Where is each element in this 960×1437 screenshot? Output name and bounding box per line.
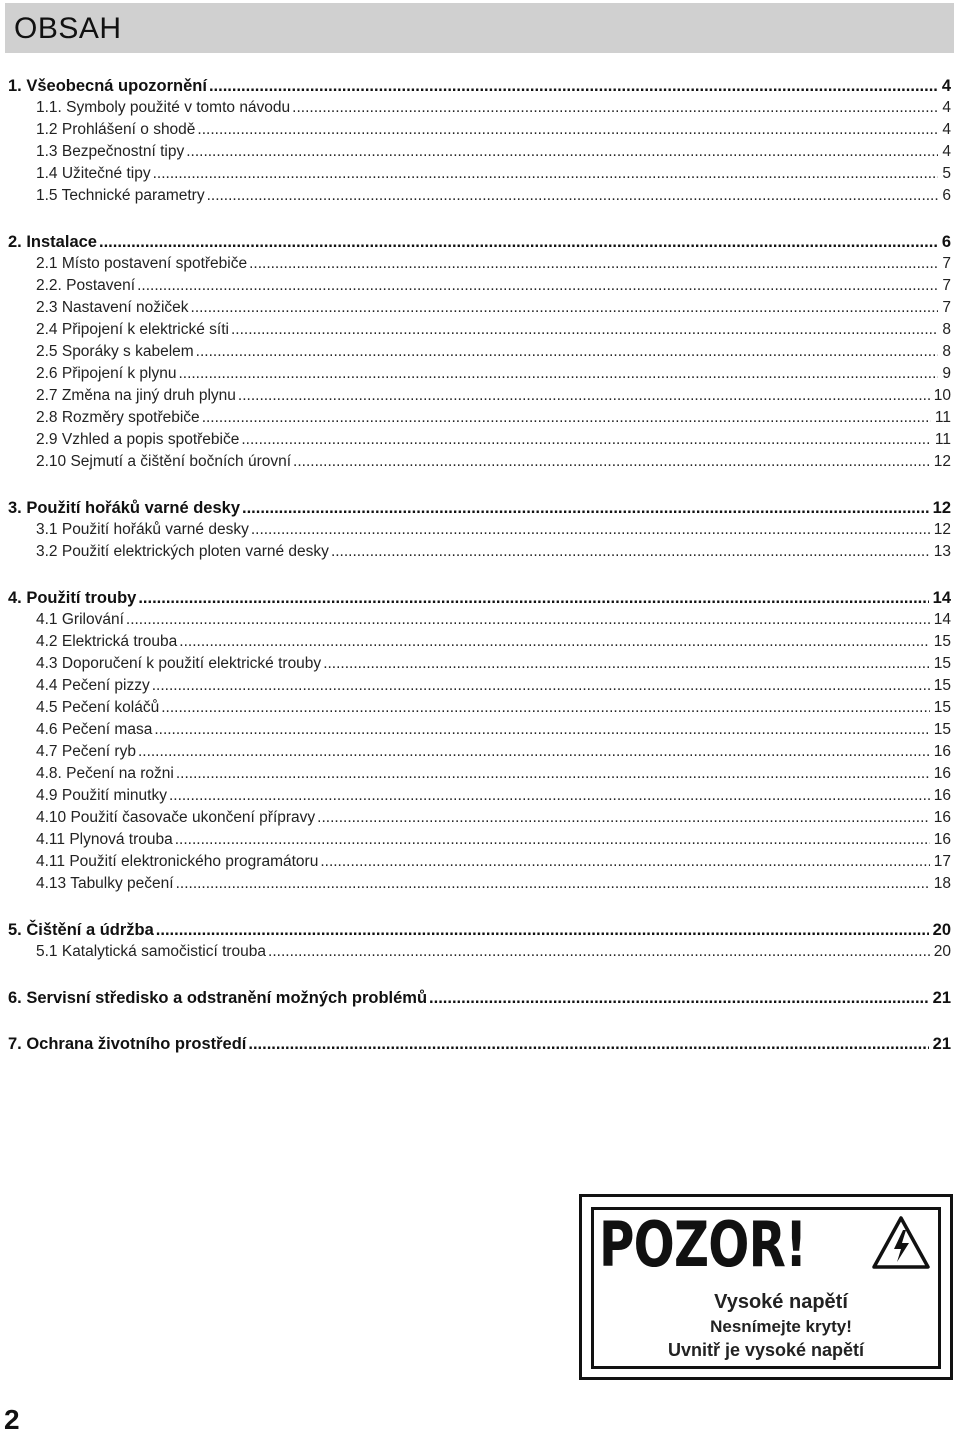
toc-section-entry[interactable] xyxy=(0,919,960,941)
toc-entry-label: 4.6 Pečení masa xyxy=(36,721,153,738)
header-bar xyxy=(5,3,954,53)
toc-leader-dots xyxy=(238,385,930,407)
toc-section xyxy=(0,919,960,963)
toc-entry-page: 18 xyxy=(933,875,951,892)
toc-entry-page: 16 xyxy=(933,809,951,826)
toc-leader-dots xyxy=(126,609,930,631)
toc-entry-label: 4.11 Použití elektronického programátoru xyxy=(36,853,319,870)
toc-section xyxy=(0,587,960,895)
toc-leader-dots xyxy=(293,451,930,473)
toc-entry-page: 8 xyxy=(942,343,951,360)
toc-entry-page: 15 xyxy=(933,633,951,650)
toc-entry-page: 7 xyxy=(942,255,951,272)
toc-entry-page: 14 xyxy=(933,611,951,628)
toc-leader-dots xyxy=(99,231,938,253)
toc-leader-dots xyxy=(161,697,930,719)
toc-leader-dots xyxy=(251,519,930,541)
toc-entry-label: 2.2. Postavení xyxy=(36,277,136,294)
toc-entry-page: 16 xyxy=(933,787,951,804)
toc-leader-dots xyxy=(209,75,938,97)
toc-entry[interactable] xyxy=(0,341,960,363)
warning-line-inside: Uvnitř je vysoké napětí xyxy=(667,1340,865,1360)
toc-entry-page: 13 xyxy=(933,543,951,560)
toc-entry-page: 9 xyxy=(942,365,951,382)
table-of-contents xyxy=(0,75,960,1055)
toc-entry[interactable] xyxy=(0,741,960,763)
toc-entry[interactable] xyxy=(0,163,960,185)
toc-entry-label: 2.1 Místo postavení spotřebiče xyxy=(36,255,248,272)
toc-entry[interactable] xyxy=(0,319,960,341)
toc-entry-label: 4.1 Grilování xyxy=(36,611,124,628)
toc-entry-page: 16 xyxy=(933,831,951,848)
toc-entry-label: 4.10 Použití časovače ukončení přípravy xyxy=(36,809,316,826)
toc-entry-page: 12 xyxy=(932,499,951,517)
toc-entry-label: 5.1 Katalytická samočisticí trouba xyxy=(36,943,267,960)
toc-section xyxy=(0,987,960,1009)
toc-entry[interactable] xyxy=(0,763,960,785)
toc-section xyxy=(0,497,960,563)
toc-entry-label: 7. Ochrana životního prostředí xyxy=(8,1035,247,1053)
toc-entry[interactable] xyxy=(0,429,960,451)
toc-entry[interactable] xyxy=(0,829,960,851)
toc-entry-label: 1.4 Užitečné tipy xyxy=(36,165,151,182)
toc-entry-page: 15 xyxy=(933,699,951,716)
toc-entry-page: 6 xyxy=(941,233,951,251)
toc-leader-dots xyxy=(196,341,939,363)
toc-entry-page: 11 xyxy=(934,431,951,448)
toc-leader-dots xyxy=(152,675,930,697)
toc-leader-dots xyxy=(207,185,939,207)
toc-entry[interactable] xyxy=(0,941,960,963)
toc-leader-dots xyxy=(156,919,929,941)
toc-entry-label: 2.3 Nastavení nožiček xyxy=(36,299,189,316)
toc-leader-dots xyxy=(176,763,930,785)
toc-entry-label: 4.11 Plynová trouba xyxy=(36,831,173,848)
toc-entry-page: 5 xyxy=(942,165,951,182)
toc-entry-page: 21 xyxy=(932,989,951,1007)
toc-leader-dots xyxy=(191,297,939,319)
page-number: 2 xyxy=(4,1404,20,1435)
toc-entry-label: 1.2 Prohlášení o shodě xyxy=(36,121,196,138)
toc-entry-page: 15 xyxy=(933,721,951,738)
toc-section xyxy=(0,1033,960,1055)
toc-leader-dots xyxy=(323,653,930,675)
toc-leader-dots xyxy=(137,275,938,297)
toc-entry-page: 4 xyxy=(942,99,951,116)
toc-section xyxy=(0,75,960,207)
toc-leader-dots xyxy=(242,497,929,519)
toc-entry-label: 2.10 Sejmutí a čištění bočních úrovní xyxy=(36,453,292,470)
toc-leader-dots xyxy=(231,319,938,341)
toc-entry[interactable] xyxy=(0,119,960,141)
toc-entry[interactable] xyxy=(0,253,960,275)
toc-entry[interactable] xyxy=(0,675,960,697)
toc-entry[interactable] xyxy=(0,141,960,163)
toc-entry[interactable] xyxy=(0,873,960,895)
toc-entry[interactable] xyxy=(0,631,960,653)
toc-entry-page: 6 xyxy=(942,187,951,204)
toc-entry-page: 8 xyxy=(942,321,951,338)
toc-entry[interactable] xyxy=(0,785,960,807)
toc-entry[interactable] xyxy=(0,851,960,873)
toc-entry[interactable] xyxy=(0,275,960,297)
toc-entry-page: 14 xyxy=(932,589,951,607)
toc-entry-label: 4.3 Doporučení k použití elektrické trouby xyxy=(36,655,322,672)
toc-entry-label: 3.2 Použití elektrických ploten varné desky xyxy=(36,543,329,560)
toc-entry[interactable] xyxy=(0,385,960,407)
toc-entry-page: 11 xyxy=(934,409,951,426)
toc-entry-label: 4.8. Pečení na rožni xyxy=(36,765,174,782)
toc-leader-dots xyxy=(429,987,929,1009)
toc-leader-dots xyxy=(186,141,938,163)
toc-entry-page: 21 xyxy=(932,1035,951,1053)
warning-label xyxy=(579,1194,953,1380)
toc-section-entry[interactable] xyxy=(0,497,960,519)
toc-entry-label: 4.4 Pečení pizzy xyxy=(36,677,150,694)
toc-entry-page: 16 xyxy=(933,743,951,760)
toc-entry-label: 3. Použití hořáků varné desky xyxy=(8,499,240,517)
warning-line-covers: Nesnímejte kryty! xyxy=(710,1317,852,1336)
toc-leader-dots xyxy=(169,785,930,807)
warning-line-voltage: Vysoké napětí xyxy=(714,1291,848,1313)
toc-leader-dots xyxy=(197,119,938,141)
toc-leader-dots xyxy=(249,253,938,275)
toc-entry[interactable] xyxy=(0,807,960,829)
high-voltage-icon xyxy=(872,1216,930,1270)
toc-entry-page: 4 xyxy=(942,143,951,160)
toc-section-entry[interactable] xyxy=(0,231,960,253)
toc-leader-dots xyxy=(317,807,930,829)
toc-entry-label: 2. Instalace xyxy=(8,233,97,251)
toc-entry-page: 15 xyxy=(933,655,951,672)
toc-entry-page: 12 xyxy=(933,521,951,538)
toc-entry-label: 4. Použití trouby xyxy=(8,589,137,607)
toc-entry-label: 4.2 Elektrická trouba xyxy=(36,633,178,650)
toc-entry-label: 1.3 Bezpečnostní tipy xyxy=(36,143,185,160)
toc-entry-page: 15 xyxy=(933,677,951,694)
toc-leader-dots xyxy=(292,97,938,119)
toc-entry[interactable] xyxy=(0,541,960,563)
toc-entry-label: 6. Servisní středisko a odstranění možných problémů xyxy=(8,989,428,1007)
toc-entry-page: 17 xyxy=(933,853,951,870)
toc-leader-dots xyxy=(178,363,938,385)
toc-entry-label: 4.7 Pečení ryb xyxy=(36,743,136,760)
toc-entry-label: 2.8 Rozměry spotřebiče xyxy=(36,409,200,426)
toc-leader-dots xyxy=(138,587,928,609)
toc-leader-dots xyxy=(202,407,931,429)
toc-leader-dots xyxy=(248,1033,928,1055)
toc-entry-label: 2.4 Připojení k elektrické síti xyxy=(36,321,229,338)
toc-entry-page: 16 xyxy=(933,765,951,782)
toc-entry-label: 4.13 Tabulky pečení xyxy=(36,875,174,892)
toc-entry[interactable] xyxy=(0,97,960,119)
toc-leader-dots xyxy=(176,873,930,895)
toc-entry-label: 5. Čištění a údržba xyxy=(8,921,154,939)
toc-leader-dots xyxy=(331,541,930,563)
toc-entry[interactable] xyxy=(0,719,960,741)
toc-entry[interactable] xyxy=(0,609,960,631)
toc-leader-dots xyxy=(175,829,930,851)
toc-entry-page: 4 xyxy=(941,77,951,95)
toc-leader-dots xyxy=(153,163,939,185)
toc-entry-page: 20 xyxy=(932,921,951,939)
toc-section-entry[interactable] xyxy=(0,1033,960,1055)
toc-entry-label: 4.9 Použití minutky xyxy=(36,787,167,804)
toc-entry-label: 1.1. Symboly použité v tomto návodu xyxy=(36,99,291,116)
toc-entry[interactable] xyxy=(0,297,960,319)
toc-entry-page: 4 xyxy=(942,121,951,138)
toc-leader-dots xyxy=(241,429,931,451)
toc-entry[interactable] xyxy=(0,653,960,675)
toc-leader-dots xyxy=(320,851,929,873)
page-title: OBSAH xyxy=(14,12,122,45)
toc-entry[interactable] xyxy=(0,519,960,541)
toc-entry-label: 2.5 Sporáky s kabelem xyxy=(36,343,194,360)
warning-label-frame xyxy=(591,1207,941,1369)
warning-title: POZOR! xyxy=(599,1208,807,1281)
toc-section xyxy=(0,231,960,473)
toc-leader-dots xyxy=(138,741,930,763)
toc-entry-label: 4.5 Pečení koláčů xyxy=(36,699,160,716)
toc-entry-page: 20 xyxy=(933,943,951,960)
toc-entry[interactable] xyxy=(0,185,960,207)
toc-section-entry[interactable] xyxy=(0,587,960,609)
toc-section-entry[interactable] xyxy=(0,987,960,1009)
toc-entry-label: 3.1 Použití hořáků varné desky xyxy=(36,521,249,538)
toc-entry-page: 7 xyxy=(942,277,951,294)
toc-entry[interactable] xyxy=(0,363,960,385)
toc-entry-label: 2.9 Vzhled a popis spotřebiče xyxy=(36,431,240,448)
toc-leader-dots xyxy=(179,631,929,653)
toc-section-entry[interactable] xyxy=(0,75,960,97)
toc-entry-label: 2.6 Připojení k plynu xyxy=(36,365,177,382)
toc-entry-page: 12 xyxy=(933,453,951,470)
toc-entry-page: 7 xyxy=(942,299,951,316)
toc-entry-label: 2.7 Změna na jiný druh plynu xyxy=(36,387,236,404)
toc-entry-label: 1.5 Technické parametry xyxy=(36,187,205,204)
toc-entry[interactable] xyxy=(0,407,960,429)
toc-entry-label: 1. Všeobecná upozornění xyxy=(8,77,207,95)
toc-entry-page: 10 xyxy=(933,387,951,404)
toc-entry[interactable] xyxy=(0,697,960,719)
toc-entry[interactable] xyxy=(0,451,960,473)
toc-leader-dots xyxy=(268,941,930,963)
toc-leader-dots xyxy=(154,719,929,741)
